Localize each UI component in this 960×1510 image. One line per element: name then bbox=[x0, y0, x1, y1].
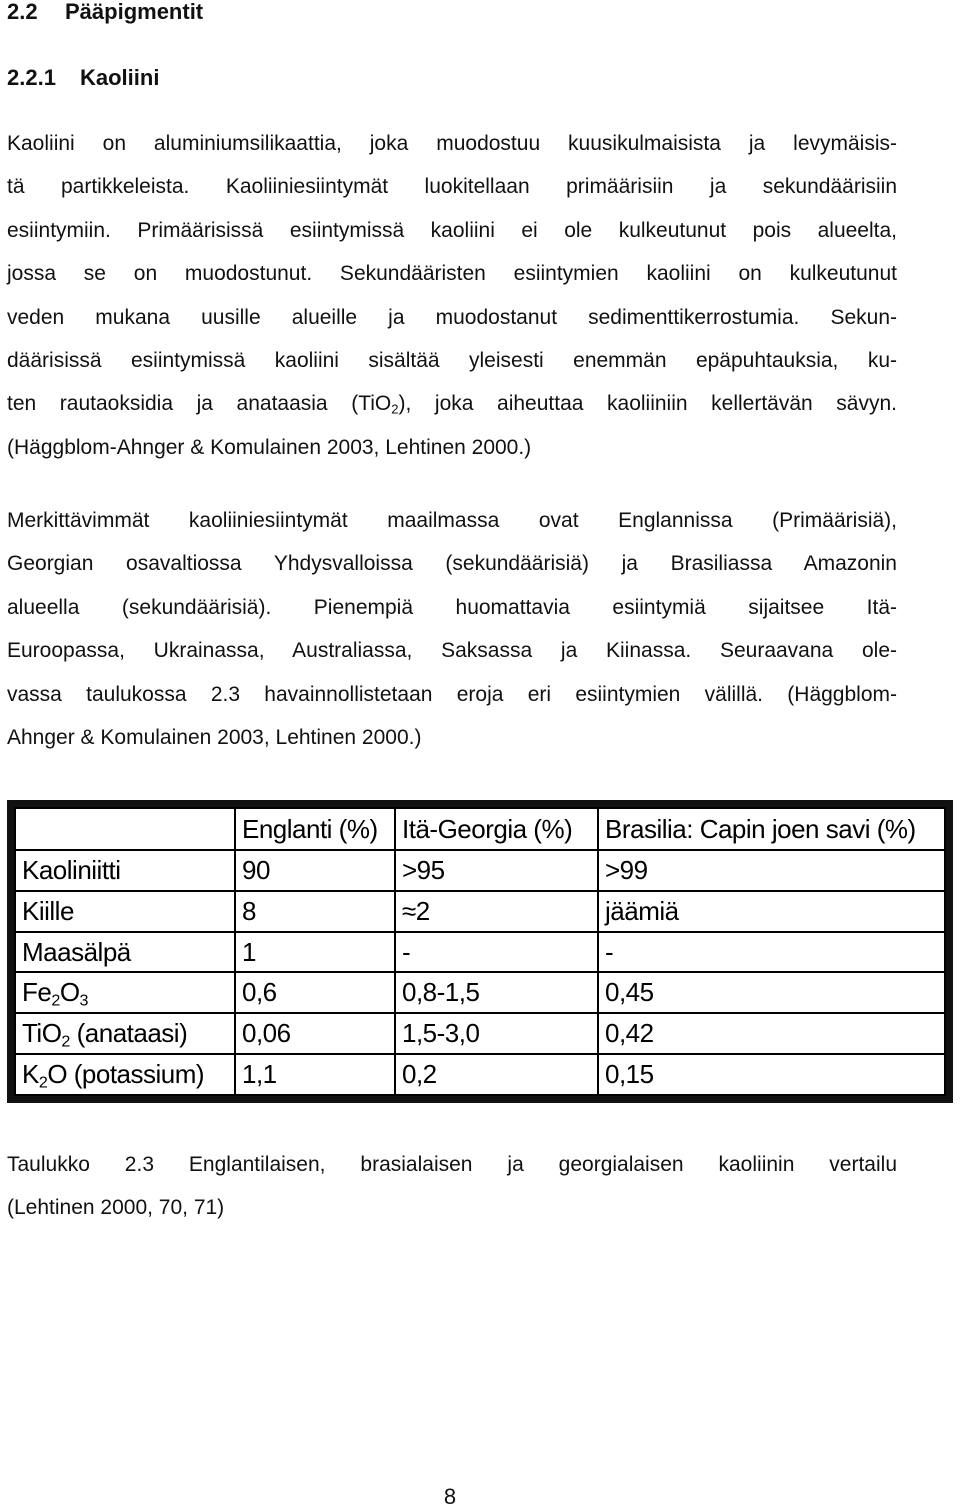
section-heading bbox=[7, 0, 203, 24]
formula-part: Fe bbox=[22, 977, 52, 1008]
table-cell: 1,5-3,0 bbox=[395, 1013, 598, 1054]
caption-line: (Lehtinen 2000, 70, 71) bbox=[7, 1196, 225, 1220]
subsection-heading bbox=[7, 66, 159, 90]
paragraph-line: (Häggblom-Ahnger & Komulainen 2003, Lehtinen 2000.) bbox=[7, 435, 532, 459]
table-header-cell bbox=[15, 808, 235, 850]
paragraph-line bbox=[7, 382, 897, 425]
paragraph-line: jossa se on muodostunut. Sekundääristen esiintymien kaoliini on kulkeutunut bbox=[7, 262, 897, 286]
subscript: 2 bbox=[391, 401, 399, 417]
section-number: 2.2 bbox=[7, 0, 38, 24]
table-cell: 0,06 bbox=[235, 1013, 395, 1054]
paragraph-line: Kaoliini on aluminiumsilikaattia, joka muodostuu kuusikulmaisista ja levymäisis- bbox=[7, 132, 897, 155]
subsection-title: Kaoliini bbox=[80, 65, 160, 90]
table-cell: - bbox=[395, 932, 598, 973]
table-cell: 0,15 bbox=[598, 1054, 945, 1095]
table-cell: 0,2 bbox=[395, 1054, 598, 1095]
table-cell: >95 bbox=[395, 850, 598, 891]
table-cell: 1 bbox=[235, 932, 395, 973]
table-row bbox=[15, 1013, 945, 1054]
subsection-number: 2.2.1 bbox=[7, 65, 56, 90]
formula-part: O bbox=[59, 977, 80, 1008]
table-caption bbox=[7, 1143, 897, 1230]
subscript: 2 bbox=[61, 1032, 70, 1051]
table-header-cell: Brasilia: Capin joen savi (%) bbox=[598, 808, 945, 850]
table-row bbox=[15, 850, 945, 891]
table-cell: 0,6 bbox=[235, 972, 395, 1013]
row-label: Kaoliniitti bbox=[15, 850, 235, 891]
section-title: Pääpigmentit bbox=[65, 0, 204, 24]
formula-part: K bbox=[22, 1059, 39, 1090]
kaolin-comparison-table bbox=[14, 807, 946, 1096]
formula-part: (anataasi) bbox=[69, 1018, 188, 1049]
table-cell: 8 bbox=[235, 891, 395, 932]
table-cell: 0,8-1,5 bbox=[395, 972, 598, 1013]
line-text: ten rautaoksidia ja anataasia (TiO bbox=[7, 392, 392, 416]
row-label bbox=[15, 1013, 235, 1054]
paragraph-line: Merkittävimmät kaoliiniesiintymät maailmassa ovat Englannissa (Primäärisiä), bbox=[7, 509, 897, 532]
subscript: 2 bbox=[51, 991, 60, 1010]
paragraph-line: Ahnger & Komulainen 2003, Lehtinen 2000.) bbox=[7, 725, 422, 749]
table-cell: >99 bbox=[598, 850, 945, 891]
table-header-row bbox=[15, 808, 945, 850]
paragraph-line: Georgian osavaltiossa Yhdysvalloissa (sekundäärisiä) ja Brasiliassa Amazonin bbox=[7, 552, 897, 576]
table-header-cell: Englanti (%) bbox=[235, 808, 395, 850]
paragraph-line: Euroopassa, Ukrainassa, Australiassa, Saksassa ja Kiinassa. Seuraavana ole- bbox=[7, 639, 897, 663]
table-cell: ≈2 bbox=[395, 891, 598, 932]
paragraph-deposits bbox=[7, 499, 897, 759]
subscript: 2 bbox=[38, 1073, 48, 1092]
line-text: ), joka aiheuttaa kaoliiniin kellertävän sävyn. bbox=[398, 392, 897, 416]
table-row bbox=[15, 891, 945, 932]
paragraph-line: tä partikkeleista. Kaoliiniesiintymät luokitellaan primäärisiin ja sekundäärisiin bbox=[7, 175, 897, 199]
table-row bbox=[15, 932, 945, 973]
paragraph-line: vassa taulukossa 2.3 havainnollistetaan eroja eri esiintymien välillä. (Häggblom- bbox=[7, 682, 897, 706]
caption-line: Taulukko 2.3 Englantilaisen, brasialaisen ja georgialaisen kaoliinin vertailu bbox=[7, 1153, 897, 1176]
paragraph-line: esiintymiin. Primäärisissä esiintymissä kaoliini ei ole kulkeutunut pois alueelta, bbox=[7, 218, 897, 242]
table-row bbox=[15, 1054, 945, 1095]
table-row bbox=[15, 972, 945, 1013]
table-cell: 0,42 bbox=[598, 1013, 945, 1054]
table-cell: 90 bbox=[235, 850, 395, 891]
paragraph-line: alueella (sekundäärisiä). Pienempiä huomattavia esiintymiä sijaitsee Itä- bbox=[7, 595, 897, 619]
row-label bbox=[15, 1054, 235, 1095]
row-label: Maasälpä bbox=[15, 932, 235, 973]
table-cell: jäämiä bbox=[598, 891, 945, 932]
page-number: 8 bbox=[443, 1484, 457, 1509]
table-cell: - bbox=[598, 932, 945, 973]
table-cell: 0,45 bbox=[598, 972, 945, 1013]
row-label: Kiille bbox=[15, 891, 235, 932]
table-header-cell: Itä-Georgia (%) bbox=[395, 808, 598, 850]
paragraph-line: veden mukana uusille alueille ja muodostanut sedimenttikerrostumia. Sekun- bbox=[7, 305, 897, 329]
subscript: 3 bbox=[79, 991, 89, 1010]
formula-part: TiO bbox=[22, 1018, 62, 1049]
formula-part: O (potassium) bbox=[47, 1059, 205, 1090]
paragraph-line: däärisissä esiintymissä kaoliini sisältää yleisesti enemmän epäpuhtauksia, ku- bbox=[7, 348, 897, 372]
kaolin-comparison-table-frame bbox=[7, 800, 953, 1103]
row-label bbox=[15, 972, 235, 1013]
table-cell: 1,1 bbox=[235, 1054, 395, 1095]
paragraph-kaoliini-intro bbox=[7, 122, 897, 469]
